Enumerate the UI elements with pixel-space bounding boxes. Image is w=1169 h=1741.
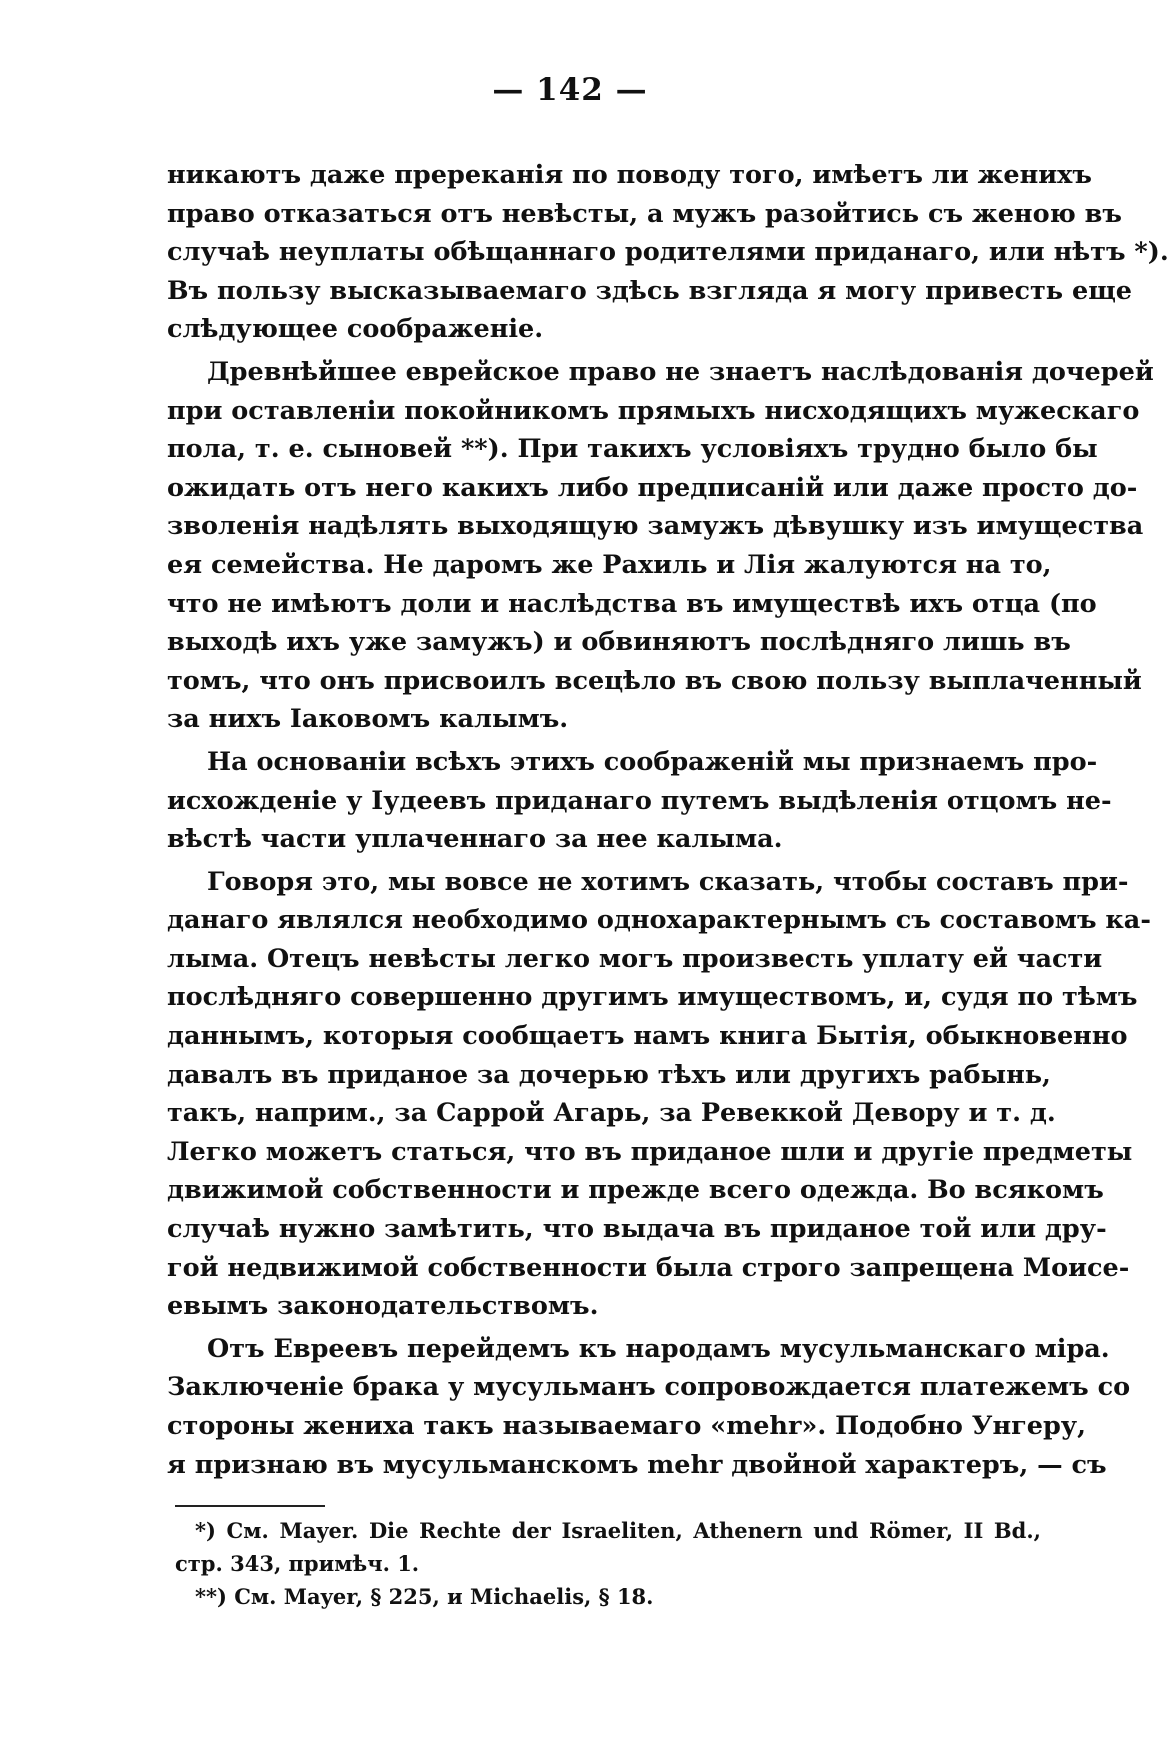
text-line: зволенія надѣлять выходящую замужъ дѣвушку изъ имущества — [167, 511, 1144, 542]
text-line: Отъ Евреевъ перейдемъ къ народамъ мусульманскаго міра. — [207, 1333, 1110, 1364]
text-line: Древнѣйшее еврейское право не знаетъ наслѣдованія дочерей — [207, 356, 1154, 387]
text-line: за нихъ Іаковомъ калымъ. — [167, 704, 569, 735]
text-line: давалъ въ приданое за дочерью тѣхъ или другихъ рабынь, — [167, 1059, 1051, 1090]
text-line: Говоря это, мы вовсе не хотимъ сказать, чтобы составъ при- — [207, 866, 1129, 897]
text-line: слѣдующее соображеніе. — [167, 314, 544, 345]
footnote-line: **) См. Mayer, § 225, и Michaelis, § 18. — [195, 1584, 654, 1609]
text-line: ожидать отъ него какихъ либо предписаній или даже просто до- — [167, 472, 1138, 503]
text-line: случаѣ неуплаты обѣщаннаго родителями приданаго, или нѣтъ *). — [167, 237, 1169, 268]
text-line: пола, т. е. сыновей **). При такихъ условіяхъ трудно было бы — [167, 434, 1098, 465]
text-line: исхожденіе у Іудеевъ приданаго путемъ выдѣленія отцомъ не- — [167, 785, 1112, 816]
text-line: томъ, что онъ присвоилъ всецѣло въ свою пользу выплаченный — [167, 665, 1142, 696]
text-line: случаѣ нужно замѣтить, что выдача въ приданое той или дру- — [167, 1214, 1107, 1245]
text-line: что не имѣютъ доли и наслѣдства въ имуществѣ ихъ отца (по — [167, 588, 1097, 619]
text-line: такъ, наприм., за Саррой Агарь, за Ревеккой Девору и т. д. — [167, 1098, 1056, 1129]
body-text — [167, 156, 1169, 1484]
text-line: ея семейства. Не даромъ же Рахиль и Лія жалуются на то, — [167, 549, 1052, 580]
text-line: лыма. Отецъ невѣсты легко могъ произвесть уплату ей части — [167, 943, 1103, 974]
footnotes — [175, 1514, 1041, 1613]
text-line: даннымъ, которыя сообщаетъ намъ книга Бытія, обыкновенно — [167, 1021, 1128, 1052]
text-line: Легко можетъ статься, что въ приданое шли и другіе предметы — [167, 1136, 1133, 1167]
text-line: право отказаться отъ невѣсты, а мужъ разойтись съ женою въ — [167, 198, 1122, 229]
text-line: никаютъ даже пререканія по поводу того, имѣетъ ли женихъ — [167, 160, 1092, 190]
text-line: стороны жениха такъ называемаго «mehr». Подобно Унгеру, — [167, 1411, 1086, 1441]
text-line: Въ пользу высказываемаго здѣсь взгляда я могу привесть еще — [167, 275, 1133, 306]
text-line: при оставленіи покойникомъ прямыхъ нисходящихъ мужескаго — [167, 395, 1140, 426]
footnote-line: стр. 343, примѣч. 1. — [175, 1551, 420, 1576]
text-line: движимой собственности и прежде всего одежда. Во всякомъ — [167, 1175, 1104, 1206]
footnote-line: *) См. Mayer. Die Rechte der Israeliten, Athenern und Römer, II Bd., — [195, 1518, 1041, 1543]
footnote-divider — [175, 1505, 325, 1507]
text-line: вѣстѣ части уплаченнаго за нее калыма. — [167, 824, 783, 855]
text-line: гой недвижимой собственности была строго запрещена Моисе- — [167, 1252, 1130, 1283]
text-line: На основаніи всѣхъ этихъ соображеній мы признаемъ про- — [207, 746, 1098, 777]
text-line: послѣдняго совершенно другимъ имуществомъ, и, судя по тѣмъ — [167, 982, 1138, 1013]
text-line: я признаю въ мусульманскомъ mehr двойной характеръ, — съ — [167, 1449, 1107, 1480]
text-line: евымъ законодательствомъ. — [167, 1291, 599, 1322]
text-line: данаго являлся необходимо однохарактернымъ съ составомъ ка- — [167, 905, 1151, 936]
text-line: выходѣ ихъ уже замужъ) и обвиняютъ послѣдняго лишь въ — [167, 627, 1071, 658]
text-line: Заключеніе брака у мусульманъ сопровождается платежемъ со — [167, 1372, 1131, 1403]
page-number: — 142 — — [492, 72, 648, 108]
